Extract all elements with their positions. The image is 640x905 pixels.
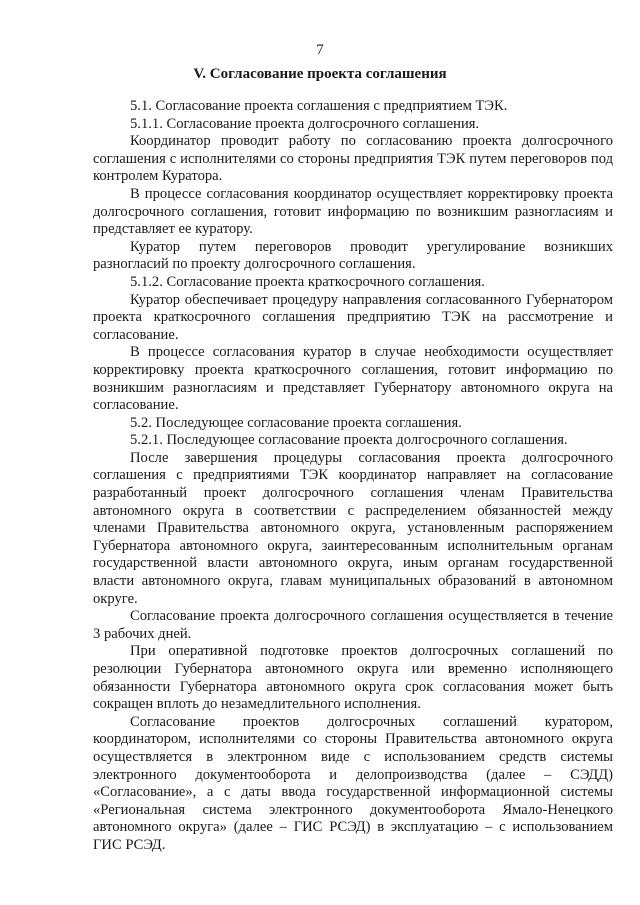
paragraph-approval-term: Согласование проекта долгосрочного соглашения осуществляется в течение 3 рабочих дней. — [93, 608, 613, 642]
document-body — [93, 98, 613, 855]
paragraph-5-2: 5.2. Последующее согласование проекта соглашения. — [130, 414, 462, 431]
paragraph-coordinator-work: Координатор проводит работу по согласованию проекта долгосрочного соглашения с исполнителями со стороны предприятия ТЭК путем переговоров под контролем Куратора. — [93, 133, 613, 185]
paragraph-5-2-1: 5.2.1. Последующее согласование проекта долгосрочного соглашения. — [130, 432, 568, 449]
paragraph-expedited-approval: При оперативной подготовке проектов долгосрочных соглашений по резолюции Губернатора автономного округа или временно исполняющего обязанности Губернатора автономного округа срок согласования может быть сокращен вплоть до незамедлительного исполнения. — [93, 643, 613, 713]
paragraph-5-1-2: 5.1.2. Согласование проекта краткосрочного соглашения. — [130, 273, 485, 290]
paragraph-after-approval: После завершения процедуры согласования проекта долгосрочного соглашения с предприятиями ТЭК координатор направляет на согласование разработанный проект долгосрочного соглашения членам Правительства автономного округа в соответствии с распределением обязанностей между членами Правительства автономного округа, установленным распоряжением Губернатора автономного округа, заинтересованным исполнительным органам государственной власти автономного округа, иным органам государственной власти автономного округа, главам муниципальных образований в автономном округе. — [93, 449, 613, 607]
section-title: V. Согласование проекта соглашения — [193, 66, 447, 82]
paragraph-electronic-approval: Согласование проектов долгосрочных соглашений куратором, координатором, исполнителями со стороны Правительства автономного округа осуществляется в электронном виде с использованием средств системы электронного документооборота и делопроизводства (далее – СЭДД) «Согласование», а с даты ввода государственной информационной системы «Региональная система электронного документооборота Ямало-Ненецкого автономного округа» (далее – ГИС РСЭД) в эксплуатацию – с использованием ГИС РСЭД. — [93, 713, 613, 853]
page-number: 7 — [316, 42, 324, 58]
paragraph-curator-procedure: Куратор обеспечивает процедуру направления согласованного Губернатором проекта краткосрочного соглашения предприятию ТЭК на рассмотрение и согласование. — [93, 291, 613, 343]
paragraph-5-1: 5.1. Согласование проекта соглашения с предприятием ТЭК. — [130, 98, 508, 114]
paragraph-curator-correction: В процессе согласования куратор в случае необходимости осуществляет корректировку проекта краткосрочного соглашения, готовит информацию по возникшим разногласиям и представляет Губернатору автономного округа на согласование. — [93, 344, 613, 414]
paragraph-curator-negotiation: Куратор путем переговоров проводит урегулирование возникших разногласий по проекту долгосрочного соглашения. — [93, 238, 613, 273]
paragraph-5-1-1: 5.1.1. Согласование проекта долгосрочного соглашения. — [130, 115, 480, 132]
paragraph-coordinator-correction: В процессе согласования координатор осуществляет корректировку проекта долгосрочного соглашения, готовит информацию по возникшим разногласиям и представляет ее куратору. — [93, 185, 613, 238]
